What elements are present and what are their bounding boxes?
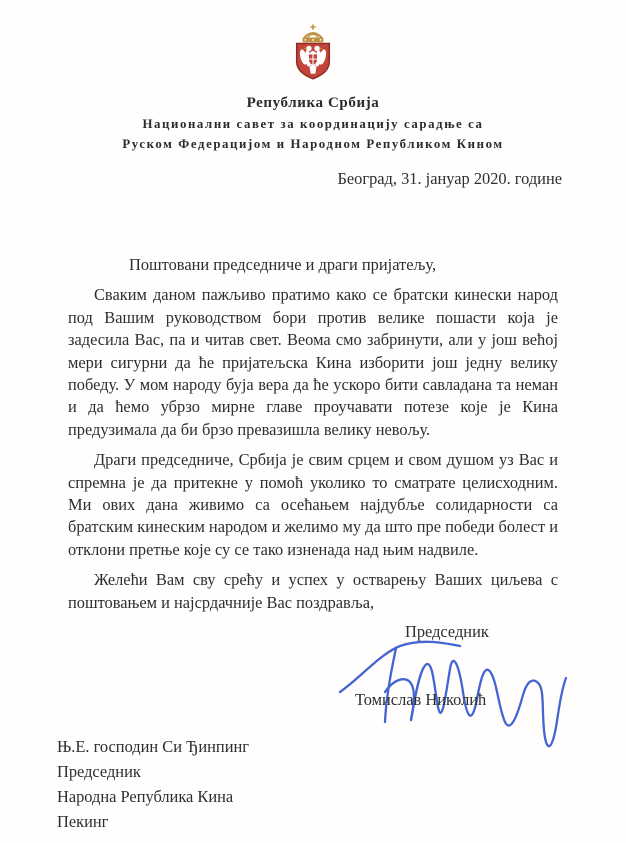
coat-of-arms-icon (284, 22, 342, 83)
crown-icon (303, 24, 324, 42)
signature-title: Председник (405, 622, 489, 641)
body-paragraph-2: Драги председниче, Србија је свим срцем и свом душом уз Вас и спремна је да притекне у помоћ уколико то сматрате целисходним. Ми ових дана живимо са осећањем најдубље солидарности са братским кинеским народом и желимо му да што пре победи болест и отклони претње које су се тако изненада над њим надвиле. (68, 450, 558, 559)
shield-icon (297, 43, 330, 78)
inner-shield-icon (308, 54, 317, 66)
recipient-title: Председник (57, 762, 141, 781)
salutation: Поштовани председниче и драги пријатељу, (129, 255, 437, 274)
country-name: Република Србија (246, 95, 380, 111)
body-paragraph-1: Сваким даном пажљиво пратимо како се братски кинески народ под Вашим руководством бори против велике пошасти која је задесила Вас, па и читав свет. Веома смо забринути, али у још већој мери сигурни да ће пријатељска Кина изборити још једну велику победу. У мом народу буја вера да ће ускоро бити савладана та неман и да ћемо убрзо мирне главе проучавати потезе које је Кина предузимала да би брзо превазишла велику невољу. (68, 285, 558, 439)
recipient-country: Народна Република Кина (57, 787, 234, 806)
signature-name: Томислав Николић (355, 690, 487, 709)
letter-body (68, 254, 558, 622)
recipient-name: Њ.Е. господин Си Ђинпинг (57, 737, 249, 756)
letterhead (0, 22, 626, 154)
recipient-city: Пекинг (57, 812, 109, 831)
dateline: Београд, 31. јануар 2020. године (337, 169, 562, 188)
council-line-1: Национални савет за координацију сарадње са (142, 117, 484, 131)
recipient-block (57, 734, 249, 834)
council-line-2: Руском Федерацијом и Народном Републиком Кином (122, 136, 504, 151)
body-paragraph-3: Желећи Вам сву срећу и успех у остварењу Ваших циљева с поштовањем и најсрдачније Вас поздравља, (68, 570, 558, 612)
